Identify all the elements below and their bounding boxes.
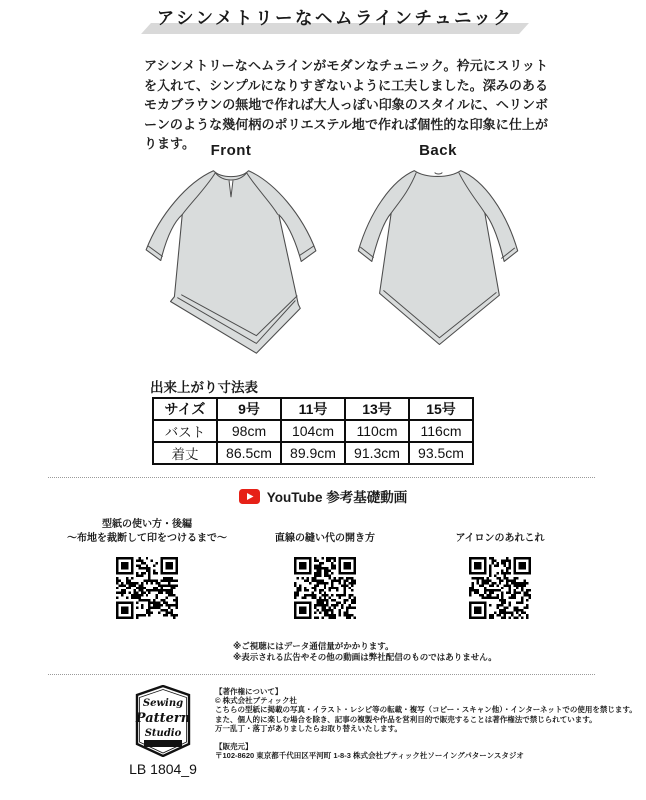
qr-label: [67, 514, 227, 545]
qr-label-line1: アイロンのあれこれ: [455, 532, 545, 544]
title-banner: [140, 5, 530, 35]
table-header-row: [153, 398, 473, 420]
back-figure: [350, 142, 526, 359]
description-paragraph: アシンメトリーなヘムラインがモダンなチュニック。衿元にスリットを入れて、シンプルになりすぎないように工夫しました。深みのあるモカブラウンの無地で作れば大人っぽい印象のスタイルに、ヘリンボーンのような幾何柄のポリエステル地で作れば個性的な印象に仕上がります。: [144, 58, 548, 151]
value-cell: 86.5cm: [217, 442, 281, 464]
qr-code: [469, 557, 531, 619]
value-cell: 89.9cm: [281, 442, 345, 464]
table-row-bust: [153, 420, 473, 442]
header-cell: 11号: [281, 398, 345, 420]
logo-word-studio: Studio: [144, 728, 182, 739]
qr-code: [116, 557, 178, 619]
youtube-section-heading: [0, 486, 646, 506]
size-table: [152, 397, 474, 465]
page-title: アシンメトリーなヘムラインチュニック: [156, 8, 514, 28]
brand-block: [130, 685, 196, 777]
back-label: Back: [419, 142, 457, 159]
viewing-notes: [233, 641, 497, 662]
value-cell: 110cm: [345, 420, 409, 442]
seller-line: 〒102-8620 東京都千代田区平河町 1-8-3 株式会社ブティック社ソーイングパターンスタジオ: [215, 751, 524, 761]
copyright-line: © 株式会社ブティック社: [215, 696, 298, 706]
section-divider: [48, 674, 595, 675]
qr-label: [275, 514, 375, 545]
header-cell: サイズ: [153, 398, 217, 420]
value-cell: 91.3cm: [345, 442, 409, 464]
copyright-line: また、個人的に楽しむ場合を除き、記事の複製や作品を営利目的で販売することは著作権法で禁じられています。: [215, 714, 597, 724]
row-label: バスト: [153, 420, 217, 442]
section-divider: [48, 477, 595, 478]
front-garment-illustration: [137, 161, 325, 361]
front-label: Front: [210, 142, 252, 159]
logo-word-sewing: Sewing: [142, 698, 184, 709]
back-garment-illustration: [351, 161, 525, 359]
header-cell: 13号: [345, 398, 409, 420]
logo-banner: [144, 740, 182, 747]
value-cell: 93.5cm: [409, 442, 473, 464]
qr-label-line1: 型紙の使い方・後編: [102, 519, 192, 530]
size-table-heading: 出来上がり寸法表: [150, 380, 258, 395]
front-figure: [136, 142, 326, 361]
value-cell: 98cm: [217, 420, 281, 442]
seller-heading: 【販売元】: [215, 742, 253, 752]
youtube-heading-text: YouTube 参考基礎動画: [266, 490, 408, 505]
qr-code: [294, 557, 356, 619]
value-cell: 104cm: [281, 420, 345, 442]
legal-text-block: [215, 687, 640, 760]
table-row-length: [153, 442, 473, 464]
copyright-line: こちらの型紙に掲載の写真・イラスト・レシピ等の転載・複写（コピー・スキャン他）・インターネットでの使用を禁じます。: [215, 705, 637, 715]
copyright-line: 万一乱丁・落丁がありましたらお取り替えいたします。: [215, 723, 402, 733]
note-line: ※ご視聴にはデータ通信量がかかります。: [233, 641, 394, 651]
youtube-play-icon: [239, 489, 260, 504]
sewing-pattern-studio-logo: [133, 685, 193, 757]
value-cell: 116cm: [409, 420, 473, 442]
qr-item-seam-allowance: [255, 514, 395, 619]
qr-item-pattern-usage: [38, 514, 256, 619]
qr-item-ironing: [424, 514, 576, 619]
note-line: ※表示される広告やその他の動画は弊社配信のものではありません。: [233, 651, 497, 662]
qr-label: [455, 514, 544, 545]
copyright-heading: 【著作権について】: [215, 687, 283, 696]
row-label: 着丈: [153, 442, 217, 464]
item-code: LB 1804_9: [129, 761, 197, 777]
header-cell: 15号: [409, 398, 473, 420]
qr-label-line1: 直線の縫い代の開き方: [275, 532, 375, 544]
header-cell: 9号: [217, 398, 281, 420]
logo-word-pattern: Pattern: [135, 711, 191, 726]
qr-label-line2: 〜布地を裁断して印をつけるまで〜: [67, 532, 227, 544]
